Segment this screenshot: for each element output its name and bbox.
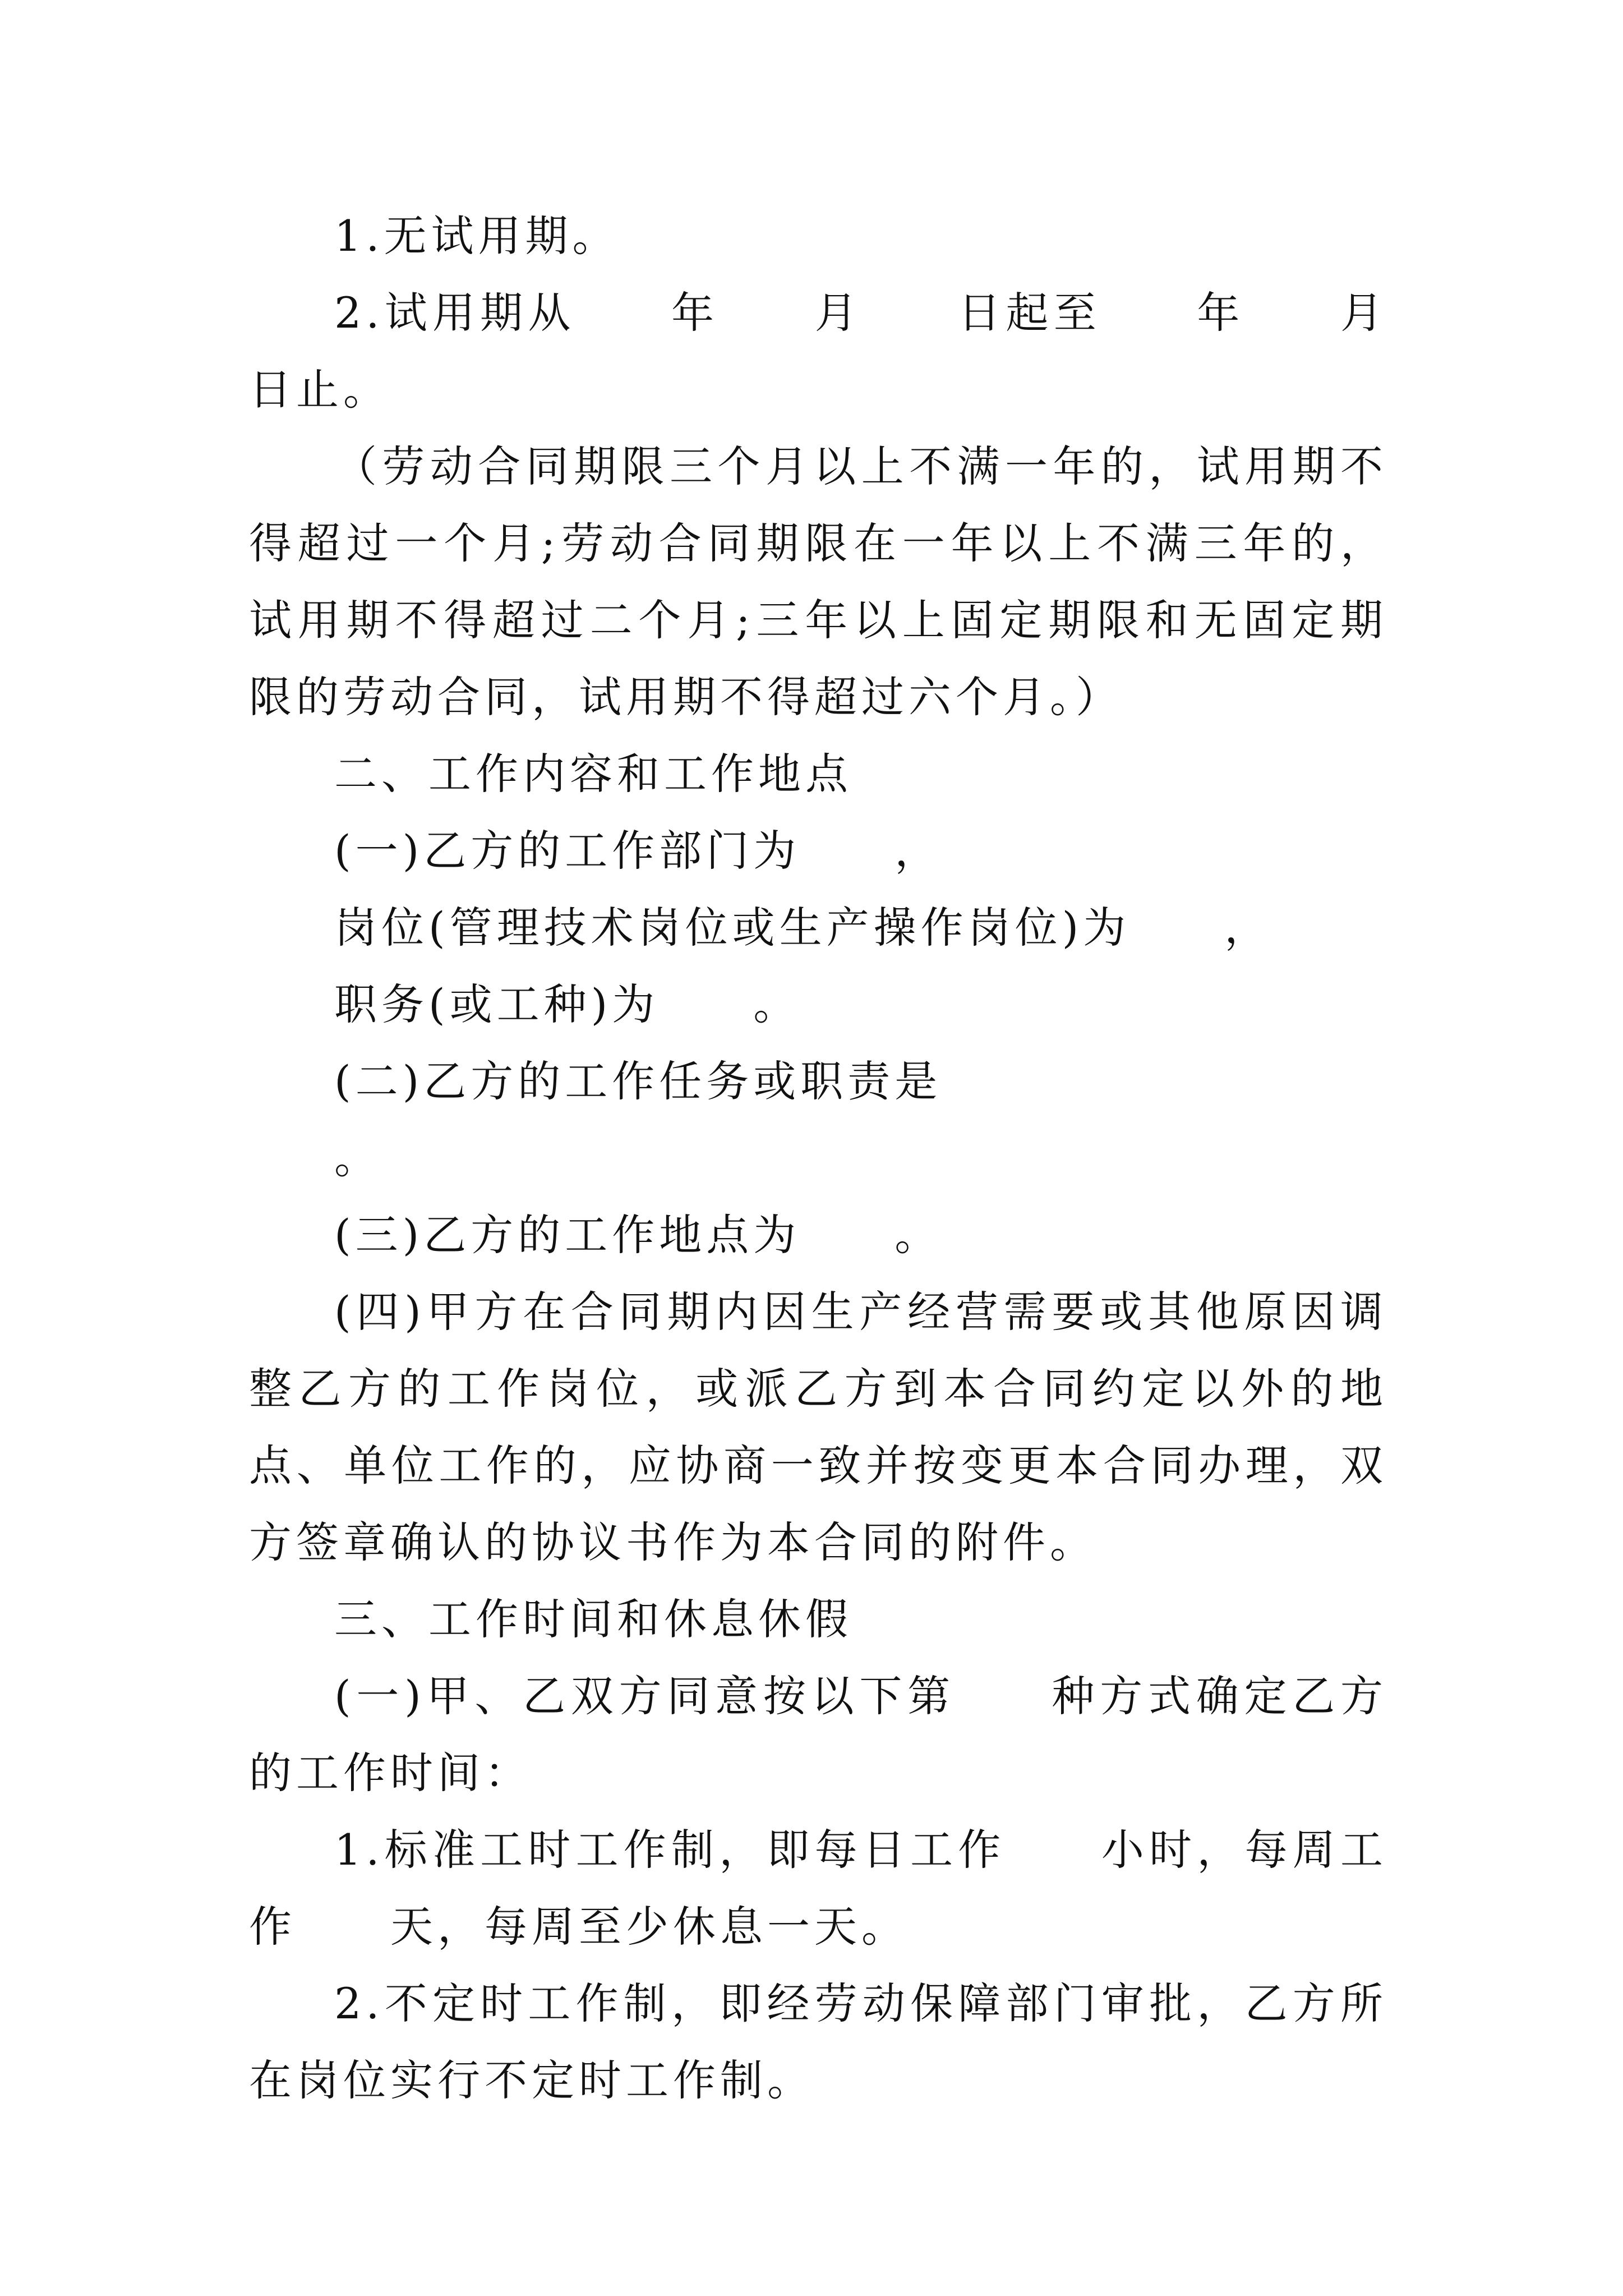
section-heading-work-content: 二、工作内容和工作地点 xyxy=(334,749,852,799)
paragraph-position-adjustment: (四)甲方在合同期内因生产经营需要或其他原因调整乙方的工作岗位，或派乙方到本合同约定以外的地点、单位工作的，应协商一致并按变更本合同办理，双方签章确认的协议书作为本合同的附件。 xyxy=(249,1287,1387,1567)
paragraph-position: 岗位(管理技术岗位或生产操作岗位)为 ， xyxy=(334,903,1272,953)
paragraph-flexible-hours: 2.不定时工作制，即经劳动保障部门审批，乙方所在岗位实行不定时工作制。 xyxy=(249,1978,1387,2105)
paragraph-standard-hours: 1.标准工时工作制，即每日工作 小时，每周工作 天，每周至少休息一天。 xyxy=(249,1825,1387,1952)
paragraph-work-hours-method: (一)甲、乙双方同意按以下第 种方式确定乙方的工作时间： xyxy=(249,1671,1387,1798)
paragraph-duties: (二)乙方的工作任务或职责是 xyxy=(334,1056,942,1106)
paragraph-work-location: (三)乙方的工作地点为 。 xyxy=(334,1210,942,1260)
section-heading-work-hours: 三、工作时间和休息休假 xyxy=(334,1594,852,1644)
paragraph-probation-note: （劳动合同期限三个月以上不满一年的，试用期不得超过一个月;劳动合同期限在一年以上不满三年的，试用期不得超过二个月;三年以上固定期限和无固定期限的劳动合同，试用期不得超过六个月。） xyxy=(249,441,1387,722)
paragraph-duties-end: 。 xyxy=(334,1133,381,1183)
paragraph-probation-period: 2.试用期从 年 月 日起至 年 月 日止。 xyxy=(249,288,1482,415)
paragraph-department: (一)乙方的工作部门为 ， xyxy=(334,826,942,876)
document-body xyxy=(249,197,1482,2119)
paragraph-no-probation: 1.无试用期。 xyxy=(334,211,620,261)
paragraph-job-title: 职务(或工种)为 。 xyxy=(334,979,801,1029)
